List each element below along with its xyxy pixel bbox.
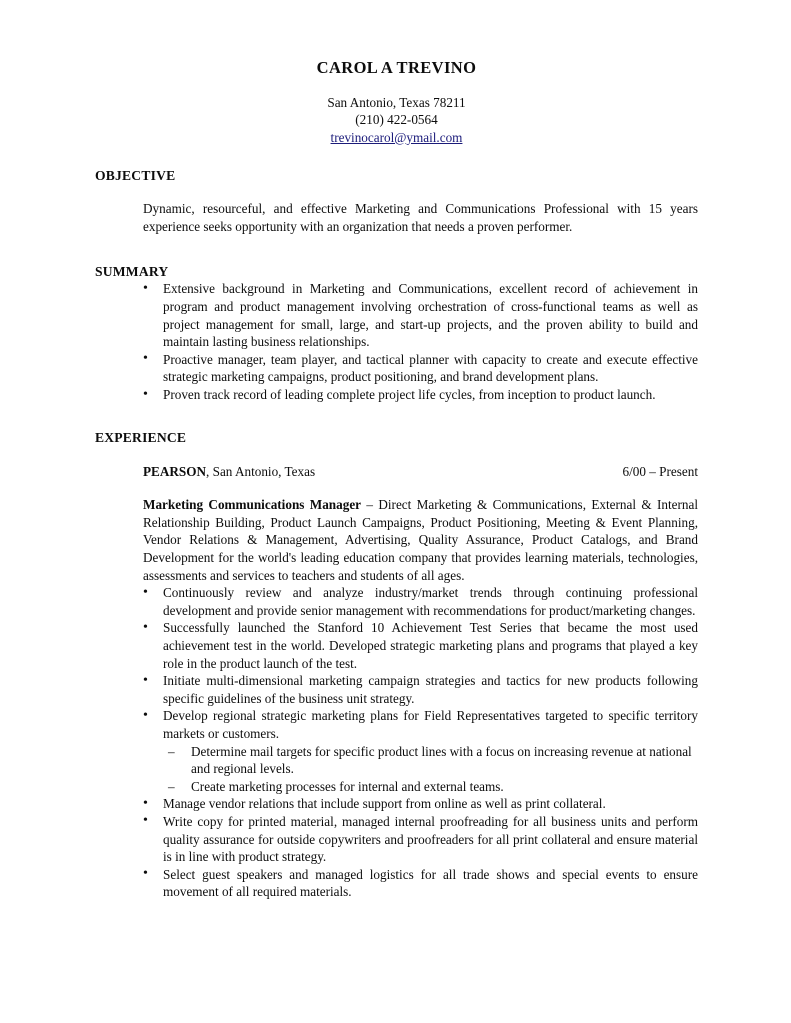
job-title-description: – Direct Marketing & Communications, External & Internal Relationship Building, Product Launch Campaigns, Product Positioning, Meeting & Event Planning, Vendor Relations & Management, Advertising, Quality Assurance, Product Catalogs, and Brand Development for the world's leading education company that provides learning materials, technologies, assessments and services to teachers and students of all ages. bbox=[143, 497, 698, 583]
job-employer bbox=[143, 463, 315, 481]
list-item: • Select guest speakers and managed logistics for all trade shows and special events to ensure movement of all required materials. bbox=[143, 866, 698, 901]
list-item: • Proactive manager, team player, and tactical planner with capacity to create and execute effective strategic marketing campaigns, product positioning, and brand development plans. bbox=[143, 351, 698, 386]
resume-content bbox=[95, 0, 698, 901]
objective-text: Dynamic, resourceful, and effective Marketing and Communications Professional with 15 years experience seeks opportunity with an organization that needs a proven performer. bbox=[143, 201, 698, 234]
job-dates: 6/00 – Present bbox=[622, 463, 698, 479]
section-heading-experience: EXPERIENCE bbox=[95, 429, 187, 445]
experience-bullet-list bbox=[143, 584, 698, 901]
contact-address: San Antonio, Texas 78211 bbox=[327, 94, 466, 110]
list-item: • Initiate multi-dimensional marketing campaign strategies and tactics for new products following specific guidelines of the business unit strategy. bbox=[143, 672, 698, 707]
contact-phone: (210) 422-0564 bbox=[355, 112, 438, 128]
list-item: – Determine mail targets for specific product lines with a focus on increasing revenue at national and regional levels. bbox=[168, 743, 698, 778]
list-item: • Continuously review and analyze industry/market trends through continuing professional development and provide senior management with recommendations for product/marketing changes. bbox=[143, 584, 698, 619]
list-item: • Successfully launched the Stanford 10 Achievement Test Series that became the most used achievement test in the world. Developed strategic marketing plans and programs that played a key role in the product launch of the test. bbox=[143, 619, 698, 672]
summary-bullet-list bbox=[143, 280, 698, 403]
job-title: Marketing Communications Manager bbox=[143, 497, 362, 513]
list-item: • Manage vendor relations that include support from online as well as print collateral. bbox=[143, 795, 698, 813]
section-heading-summary: SUMMARY bbox=[95, 264, 169, 280]
sub-bullet-group bbox=[143, 743, 698, 796]
job-description bbox=[143, 496, 698, 584]
job-header-row bbox=[143, 463, 698, 481]
experience-sub-bullet-list bbox=[143, 743, 698, 796]
list-item: • Extensive background in Marketing and Communications, excellent record of achievement in program and product management involving orchestration of cross-functional teams as well as project management for small, large, and start-up projects, and the proven ability to build and maintain lasting business relationships. bbox=[143, 280, 698, 350]
list-item: • Write copy for printed material, managed internal proofreading for all business units and perform quality assurance for outside copywriters and proofreaders for all print collateral and ensure material is in line with product strategy. bbox=[143, 813, 698, 866]
contact-email-link[interactable]: trevinocarol@ymail.com bbox=[330, 129, 463, 145]
section-heading-objective: OBJECTIVE bbox=[95, 168, 176, 184]
employer-name: PEARSON bbox=[143, 463, 207, 479]
candidate-name: CAROL A TREVINO bbox=[316, 58, 477, 77]
list-item: – Create marketing processes for internal and external teams. bbox=[168, 778, 698, 796]
contact-block bbox=[95, 94, 698, 147]
list-item: • Proven track record of leading complete project life cycles, from inception to product launch. bbox=[143, 386, 698, 404]
list-item: • Develop regional strategic marketing plans for Field Representatives targeted to specific territory markets or customers. bbox=[143, 707, 698, 742]
employer-location: , San Antonio, Texas bbox=[206, 463, 316, 479]
